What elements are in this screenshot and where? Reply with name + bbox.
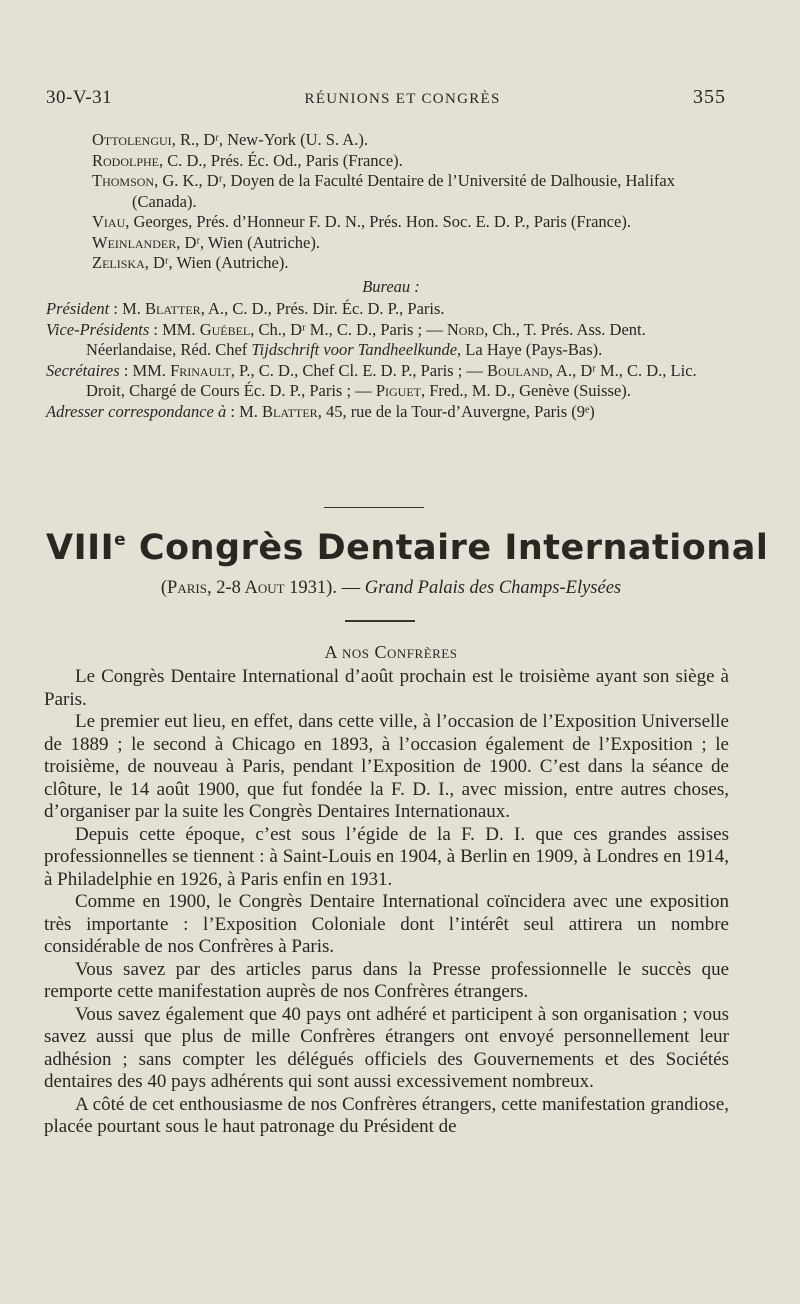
- paragraph: Vous savez par des articles parus dans la Presse professionnelle le succès que remporte cette manifestation auprès de nos Confrères étrangers.: [44, 958, 729, 1002]
- member-entry: [46, 171, 736, 212]
- member-entry: [46, 130, 736, 151]
- person-name: Piguet: [375, 381, 421, 400]
- title-numeral: VIII: [46, 528, 115, 568]
- person-details: , La Haye (Pays-Bas).: [457, 340, 603, 359]
- section-divider: [324, 507, 424, 508]
- role-label: Adresser correspondance à: [46, 401, 227, 421]
- paragraph: Comme en 1900, le Congrès Dentaire International coïncidera avec une exposition très importante : l’Exposition Coloniale dont l’intérêt seul attirera un nombre considérable de nos Confrères à Paris.: [44, 891, 729, 957]
- person-details: , P., C. D., Chef Cl. E. D. P., Paris ; —: [230, 360, 488, 380]
- member-details: , C. D., Prés. Éc. Od., Paris (France).: [159, 150, 403, 170]
- member-name: Rodolphe: [92, 150, 160, 170]
- person-details: , Ch., T. Prés. Ass. Dent. Néerlandaise, Réd. Chef: [86, 319, 646, 359]
- member-entry: [46, 253, 736, 274]
- vice-presidents-entry: [46, 320, 736, 361]
- role-label: Secrétaires: [46, 360, 120, 380]
- title-text: Congrès Dentaire International: [126, 528, 769, 568]
- header-date: 30-V-31: [46, 87, 113, 108]
- letter-body: [44, 666, 729, 1139]
- person-details: , Ch., Dʳ M., C. D., Paris ; —: [250, 319, 447, 339]
- congress-subtitle: [46, 578, 736, 599]
- president-entry: [46, 299, 736, 320]
- member-details: , G. K., Dʳ, Doyen de la Faculté Dentaire de l’Université de Dalhousie, Halifax (Canada).: [132, 171, 675, 211]
- title-divider: [345, 620, 415, 622]
- member-details: , Georges, Prés. d’Honneur F. D. N., Prés. Hon. Soc. E. D. P., Paris (France).: [125, 212, 631, 231]
- page-number: 355: [693, 86, 726, 108]
- person-name: Guébel: [199, 319, 251, 339]
- header-section-title: RÉUNIONS ET CONGRÈS: [304, 91, 501, 107]
- role-prefix: : M.: [226, 401, 263, 421]
- role-prefix: : M.: [109, 299, 146, 318]
- member-entry: [46, 233, 736, 254]
- paragraph: Le premier eut lieu, en effet, dans cette ville, à l’occasion de l’Exposition Universelle de 1889 ; le second à Chicago en 1893, à l’occasion également de l’Exposition ; le troisième, de nouveau à Paris, pendant l’Exposition de 1900. C’est dans la séance de clôture, le 14 août 1900, que fut fondée la F. D. I., avec mission, entre autres choses, d’organiser par la suite les Congrès Dentaires Internationaux.: [44, 711, 729, 822]
- paragraph: A côté de cet enthousiasme de nos Confrères étrangers, cette manifestation grandiose, placée pourtant sous le haut patronage du Président de: [44, 1093, 729, 1137]
- letter-heading: A nos Confrères: [324, 642, 458, 662]
- subtitle-venue: Grand Palais des Champs-Elysées: [364, 578, 622, 598]
- congress-title: [46, 528, 769, 568]
- person-name: Blatter: [262, 401, 318, 421]
- person-name: Nord: [446, 319, 485, 339]
- paragraph: Le Congrès Dentaire International d’août prochain est le troisième ayant son siège à Paris.: [44, 666, 729, 710]
- member-name: Ottolengui: [92, 130, 172, 149]
- title-superscript: e: [114, 530, 127, 550]
- journal-title: Tijdschrift voor Tandheelkunde: [251, 340, 458, 359]
- role-label: Président: [46, 299, 110, 318]
- bureau-heading: Bureau :: [362, 276, 420, 296]
- paragraph: Vous savez également que 40 pays ont adhéré et participent à son organisation ; vous savez aussi que plus de mille Confrères étrangers ont envoyé personnellement leur adhésion ; sans compter les délégués officiels des Gouvernements et des Sociétés dentaires des 40 pays adhérents qui sont aussi excessivement nombreux.: [44, 1003, 729, 1092]
- paragraph: Depuis cette époque, c’est sous l’égide de la F. D. I. que ces grandes assises professionnelles se tiennent : à Saint-Louis en 1904, à Berlin en 1909, à Londres en 1914, à Philadelphie en 1926, à Paris enfin en 1931.: [44, 823, 729, 890]
- member-name: Thomson: [92, 171, 155, 190]
- person-name: Frinault: [170, 360, 231, 380]
- person-name: Bouland: [487, 360, 549, 380]
- member-details: , Dʳ, Wien (Autriche).: [144, 253, 289, 272]
- secretaries-entry: [46, 361, 736, 402]
- person-details: , A., C. D., Prés. Dir. Éc. D. P., Paris.: [200, 299, 445, 318]
- running-header: [46, 86, 726, 116]
- member-details: , Dʳ, Wien (Autriche).: [176, 232, 320, 252]
- role-prefix: : MM.: [149, 319, 200, 339]
- member-entry: [46, 212, 736, 233]
- member-name: Weinlander: [92, 232, 177, 252]
- correspondence-entry: [46, 402, 736, 423]
- member-name: Zeliska: [92, 253, 145, 272]
- member-name: Viau: [92, 212, 126, 231]
- person-details: , Fred., M. D., Genève (Suisse).: [420, 381, 631, 400]
- person-name: Blatter: [145, 299, 201, 318]
- member-entry: [46, 151, 736, 172]
- subtitle-place: (Paris, 2-8 Aout 1931). —: [160, 578, 365, 598]
- person-details: , A., Dʳ M., C. D., Lic. Droit, Chargé de Cours Éc. D. P., Paris ; —: [86, 360, 697, 400]
- address-details: , 45, rue de la Tour-d’Auvergne, Paris (9ᵉ): [317, 401, 595, 421]
- member-list: [46, 130, 736, 422]
- member-details: , R., Dʳ, New-York (U. S. A.).: [171, 130, 368, 149]
- role-label: Vice-Présidents: [46, 319, 150, 339]
- role-prefix: : MM.: [119, 360, 171, 380]
